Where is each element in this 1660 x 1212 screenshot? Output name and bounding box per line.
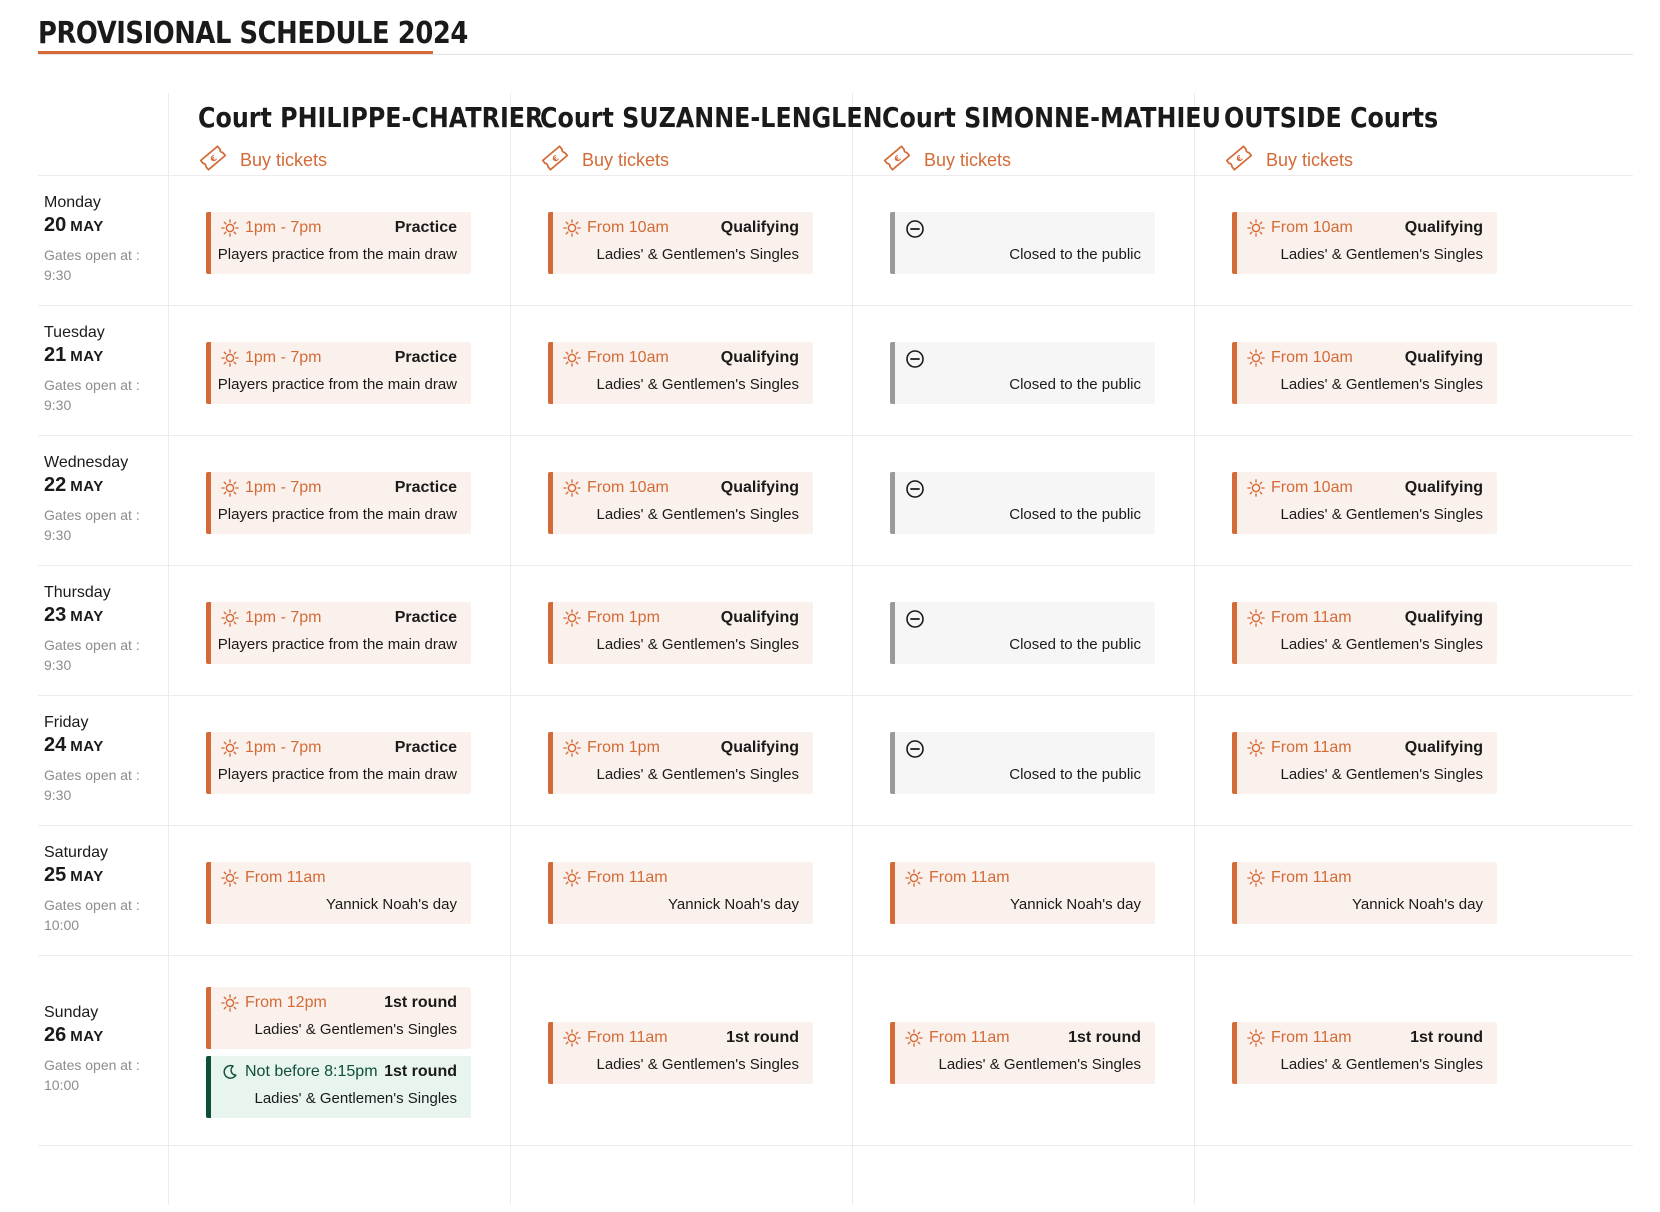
gates-time: 9:30 (44, 397, 72, 413)
sun-icon (221, 739, 239, 757)
session-description: Ladies' & Gentlemen's Singles (596, 246, 799, 263)
day-row (38, 435, 1633, 566)
session-description: Ladies' & Gentlemen's Singles (1280, 246, 1483, 263)
day-date (44, 1024, 140, 1047)
sun-icon (221, 479, 239, 497)
day-label (44, 714, 140, 805)
session-card (548, 342, 813, 404)
session-type: 1st round (1068, 1029, 1141, 1046)
session-description: Ladies' & Gentlemen's Singles (254, 1021, 457, 1038)
court-name: OUTSIDE Courts (1224, 101, 1439, 134)
page-title: PROVISIONAL SCHEDULE 2024 (38, 16, 468, 51)
session-time: 1pm - 7pm (245, 479, 322, 496)
sun-icon (563, 739, 581, 757)
gates-label: Gates open at : (44, 377, 140, 393)
session-description: Players practice from the main draw (217, 376, 457, 393)
session-card (548, 472, 813, 534)
session-type: Qualifying (1404, 219, 1483, 236)
session-time: From 11am (587, 1029, 668, 1046)
ticket-icon (198, 143, 228, 178)
sun-icon (1247, 1029, 1265, 1047)
session-type: Qualifying (720, 219, 799, 236)
closed-session-card (890, 602, 1155, 664)
svg-text:€: € (1234, 153, 1245, 165)
session-card (1232, 212, 1497, 274)
sun-icon (221, 349, 239, 367)
day-label (44, 324, 140, 415)
session-card (548, 212, 813, 274)
session-time: 1pm - 7pm (245, 739, 322, 756)
session-time: From 11am (929, 1029, 1010, 1046)
night-session-card (206, 1056, 471, 1118)
buy-tickets-link[interactable] (882, 143, 1011, 178)
buy-tickets-label: Buy tickets (924, 150, 1012, 170)
session-time: From 1pm (587, 739, 660, 756)
court-name: Court SIMONNE-MATHIEU (882, 101, 1221, 134)
session-type: Qualifying (1404, 349, 1483, 366)
session-description: Yannick Noah's day (1352, 896, 1483, 913)
session-description: Closed to the public (1009, 246, 1141, 263)
gates-info (44, 245, 140, 285)
session-time: From 11am (929, 869, 1010, 886)
session-description: Ladies' & Gentlemen's Singles (596, 506, 799, 523)
sun-icon (1247, 479, 1265, 497)
session-description: Ladies' & Gentlemen's Singles (1280, 506, 1483, 523)
day-number: 20 (44, 214, 67, 236)
gates-label: Gates open at : (44, 637, 140, 653)
court-header (1194, 93, 1536, 184)
gates-label: Gates open at : (44, 247, 140, 263)
closed-session-card (890, 212, 1155, 274)
day-name: Friday (44, 714, 89, 731)
sun-icon (221, 994, 239, 1012)
sun-icon (905, 869, 923, 887)
session-type: 1st round (726, 1029, 799, 1046)
closed-icon (905, 349, 923, 367)
gates-info (44, 635, 140, 675)
ticket-icon (540, 143, 570, 178)
title-underline (38, 51, 433, 54)
session-card (1232, 732, 1497, 794)
buy-tickets-link[interactable] (540, 143, 669, 178)
session-card (1232, 472, 1497, 534)
day-row (38, 305, 1633, 436)
session-time: From 1pm (587, 609, 660, 626)
session-time: From 10am (1271, 219, 1353, 236)
sun-icon (1247, 349, 1265, 367)
gates-time: 9:30 (44, 787, 72, 803)
session-type: Practice (394, 349, 457, 366)
sun-icon (563, 479, 581, 497)
day-number: 22 (44, 474, 67, 496)
moon-icon (221, 1063, 239, 1081)
day-label (44, 584, 140, 675)
ticket-icon (882, 143, 912, 178)
session-description: Closed to the public (1009, 506, 1141, 523)
day-row (38, 825, 1633, 956)
closed-icon (905, 609, 923, 627)
gates-info (44, 1055, 140, 1095)
gates-time: 10:00 (44, 917, 80, 933)
session-type: Qualifying (720, 479, 799, 496)
session-card (206, 602, 471, 664)
session-description: Players practice from the main draw (217, 506, 457, 523)
day-label (44, 1004, 140, 1095)
session-time: From 11am (587, 869, 668, 886)
session-time: From 11am (1271, 739, 1352, 756)
day-name: Sunday (44, 1004, 99, 1021)
closed-session-card (890, 472, 1155, 534)
day-date (44, 474, 140, 497)
gates-label: Gates open at : (44, 767, 140, 783)
sun-icon (221, 609, 239, 627)
sun-icon (563, 609, 581, 627)
sun-icon (1247, 869, 1265, 887)
session-card (1232, 1022, 1497, 1084)
session-description: Ladies' & Gentlemen's Singles (938, 1056, 1141, 1073)
session-time: From 11am (1271, 1029, 1352, 1046)
gates-info (44, 895, 140, 935)
day-name: Tuesday (44, 324, 105, 341)
session-description: Ladies' & Gentlemen's Singles (254, 1090, 457, 1107)
session-time: 1pm - 7pm (245, 219, 322, 236)
gates-time: 9:30 (44, 657, 72, 673)
session-card (890, 1022, 1155, 1084)
day-number: 26 (44, 1024, 67, 1046)
buy-tickets-label: Buy tickets (582, 150, 670, 170)
session-time: From 10am (1271, 349, 1353, 366)
day-label (44, 844, 140, 935)
session-type: Qualifying (720, 349, 799, 366)
gates-info (44, 765, 140, 805)
court-name: Court PHILIPPE-CHATRIER (198, 101, 544, 134)
day-month: MAY (70, 348, 104, 365)
session-type: Qualifying (1404, 479, 1483, 496)
session-type: Qualifying (720, 739, 799, 756)
gates-info (44, 505, 140, 545)
gates-label: Gates open at : (44, 897, 140, 913)
day-date (44, 734, 140, 757)
sun-icon (563, 1029, 581, 1047)
session-card (206, 987, 471, 1049)
session-description: Ladies' & Gentlemen's Singles (1280, 1056, 1483, 1073)
court-header (852, 93, 1221, 184)
sun-icon (563, 869, 581, 887)
session-type: Qualifying (1404, 609, 1483, 626)
svg-text:€: € (892, 153, 903, 165)
session-type: 1st round (384, 994, 457, 1011)
session-type: Practice (394, 479, 457, 496)
day-row (38, 955, 1633, 1146)
session-card (548, 1022, 813, 1084)
sun-icon (1247, 219, 1265, 237)
session-description: Ladies' & Gentlemen's Singles (1280, 766, 1483, 783)
session-card (206, 342, 471, 404)
session-type: 1st round (1410, 1029, 1483, 1046)
session-time: 1pm - 7pm (245, 349, 322, 366)
session-time: From 12pm (245, 994, 327, 1011)
sun-icon (221, 869, 239, 887)
session-description: Ladies' & Gentlemen's Singles (596, 636, 799, 653)
session-time: From 10am (1271, 479, 1353, 496)
sun-icon (1247, 609, 1265, 627)
session-description: Closed to the public (1009, 376, 1141, 393)
gates-label: Gates open at : (44, 1057, 140, 1073)
session-description: Ladies' & Gentlemen's Singles (1280, 376, 1483, 393)
session-card (548, 602, 813, 664)
sun-icon (221, 219, 239, 237)
session-card (548, 862, 813, 924)
day-date (44, 214, 140, 237)
day-number: 21 (44, 344, 67, 366)
day-month: MAY (70, 218, 104, 235)
session-card (206, 472, 471, 534)
closed-icon (905, 219, 923, 237)
gates-time: 10:00 (44, 1077, 80, 1093)
court-header (168, 93, 544, 184)
session-card (206, 212, 471, 274)
session-description: Closed to the public (1009, 766, 1141, 783)
day-month: MAY (70, 738, 104, 755)
closed-session-card (890, 732, 1155, 794)
session-type: Practice (394, 609, 457, 626)
sun-icon (1247, 739, 1265, 757)
session-description: Ladies' & Gentlemen's Singles (596, 1056, 799, 1073)
session-card (890, 862, 1155, 924)
session-time: From 10am (587, 479, 669, 496)
buy-tickets-link[interactable] (1224, 143, 1353, 178)
day-row (38, 565, 1633, 696)
day-row (38, 695, 1633, 826)
day-date (44, 604, 140, 627)
session-description: Closed to the public (1009, 636, 1141, 653)
session-time: Not before 8:15pm (245, 1063, 378, 1080)
day-month: MAY (70, 1028, 104, 1045)
session-type: Qualifying (1404, 739, 1483, 756)
session-time: From 11am (1271, 869, 1352, 886)
svg-text:€: € (550, 153, 561, 165)
day-month: MAY (70, 478, 104, 495)
day-month: MAY (70, 608, 104, 625)
session-type: Practice (394, 219, 457, 236)
closed-session-card (890, 342, 1155, 404)
table-bottom-border (38, 1145, 1633, 1146)
session-description: Yannick Noah's day (668, 896, 799, 913)
sun-icon (563, 349, 581, 367)
session-time: 1pm - 7pm (245, 609, 322, 626)
page-header (38, 10, 1633, 55)
day-name: Wednesday (44, 454, 129, 471)
gates-time: 9:30 (44, 267, 72, 283)
session-description: Ladies' & Gentlemen's Singles (596, 766, 799, 783)
day-name: Saturday (44, 844, 109, 861)
buy-tickets-label: Buy tickets (1266, 150, 1354, 170)
ticket-icon (1224, 143, 1254, 178)
session-card (1232, 342, 1497, 404)
buy-tickets-label: Buy tickets (240, 150, 328, 170)
session-description: Yannick Noah's day (1010, 896, 1141, 913)
day-date (44, 864, 140, 887)
session-description: Ladies' & Gentlemen's Singles (1280, 636, 1483, 653)
buy-tickets-link[interactable] (198, 143, 327, 178)
sun-icon (563, 219, 581, 237)
session-card (206, 732, 471, 794)
schedule-grid (38, 93, 1633, 1205)
session-time: From 11am (245, 869, 326, 886)
session-type: 1st round (384, 1063, 457, 1080)
sun-icon (905, 1029, 923, 1047)
session-card (206, 862, 471, 924)
session-time: From 11am (1271, 609, 1352, 626)
day-row (38, 175, 1633, 306)
day-name: Monday (44, 194, 101, 211)
svg-text:€: € (208, 153, 219, 165)
session-time: From 10am (587, 219, 669, 236)
court-name: Court SUZANNE-LENGLEN (540, 101, 883, 134)
day-number: 23 (44, 604, 67, 626)
court-header (510, 93, 883, 184)
gates-time: 9:30 (44, 527, 72, 543)
session-description: Players practice from the main draw (217, 766, 457, 783)
gates-info (44, 375, 140, 415)
session-type: Qualifying (720, 609, 799, 626)
session-type: Practice (394, 739, 457, 756)
session-description: Players practice from the main draw (217, 246, 457, 263)
gates-label: Gates open at : (44, 507, 140, 523)
day-number: 24 (44, 734, 67, 756)
session-card (548, 732, 813, 794)
day-label (44, 194, 140, 285)
closed-icon (905, 739, 923, 757)
session-description: Players practice from the main draw (217, 636, 457, 653)
day-date (44, 344, 140, 367)
session-time: From 10am (587, 349, 669, 366)
session-card (1232, 862, 1497, 924)
day-number: 25 (44, 864, 67, 886)
session-card (1232, 602, 1497, 664)
day-name: Thursday (44, 584, 111, 601)
session-description: Ladies' & Gentlemen's Singles (596, 376, 799, 393)
closed-icon (905, 479, 923, 497)
day-month: MAY (70, 868, 104, 885)
day-label (44, 454, 140, 545)
session-description: Yannick Noah's day (326, 896, 457, 913)
